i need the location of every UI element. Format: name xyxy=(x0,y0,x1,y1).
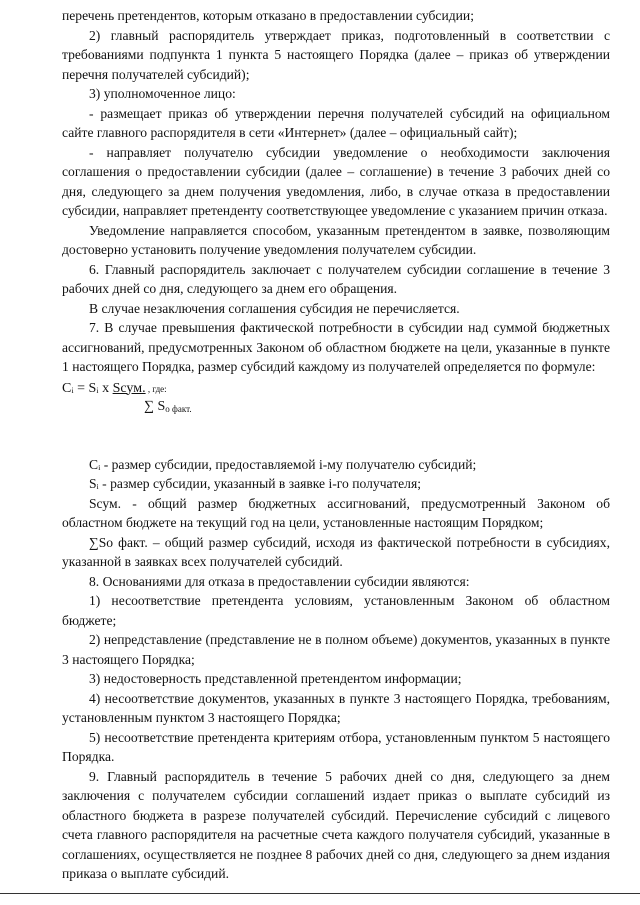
paragraph-3: - размещает приказ об утверждении перечня получателей субсидий на официальном сайте главного распорядителя в сети «Интернет» (далее – официальный сайт); xyxy=(62,105,610,140)
page-bottom-border xyxy=(0,893,640,894)
definition-0: Cᵢ - размер субсидии, предоставляемой i-му получателю субсидий; xyxy=(89,456,477,472)
definition-3: ∑Sо факт. – общий размер субсидий, исходя из фактической потребности в субсидиях, указанной в заявках всех получателей субсидий. xyxy=(62,534,610,569)
paragraph-4: - направляет получателю субсидии уведомление о необходимости заключения соглашения о предоставлении субсидии (далее – соглашение) в течение 3 рабочих дней со дня, следующего за днем получения уведомления, либо, в случае отказа в предоставлении субсидии, направляет претенденту соответствующее уведомление с указанием причин отказа. xyxy=(62,144,610,218)
definition-1: Sᵢ - размер субсидии, указанный в заявке i-го получателя; xyxy=(89,476,421,491)
paragraph-2: 3) уполномоченное лицо: xyxy=(89,86,236,101)
formula-denominator xyxy=(144,397,192,417)
definition-6: 2) непредставление (представление не в полном объеме) документов, указанных в пункте 3 настоящего Порядка; xyxy=(62,632,610,667)
paragraph-6: 6. Главный распорядитель заключает с получателем субсидии соглашение в течение 3 рабочих дней со дня, следующего за днем его обращения. xyxy=(62,261,610,296)
paragraph-1: 2) главный распорядитель утверждает приказ, подготовленный в соответствии с требованиями подпункта 1 пункта 5 настоящего Порядка (далее – приказ об утверждении перечня получателей субсидий); xyxy=(62,27,610,82)
definition-10: 9. Главный распорядитель в течение 5 рабочих дней со дня, следующего за днем заключения с получателем субсидии соглашений издает приказ о выплате субсидий из областного бюджета в разрезе получателей субсидий. Перечисление субсидий с лицевого счета главного распорядителя на расчетные счета каждого получателя субсидий, указанные в соглашениях, осуществляется не позднее 8 рабочих дней со дня, следующего за днем издания приказа о выплате субсидий. xyxy=(62,768,610,881)
formula-numerator: Sсум. xyxy=(112,380,146,396)
definition-7: 3) недостоверность представленной претендентом информации; xyxy=(89,671,462,686)
definition-4: 8. Основаниями для отказа в предоставлении субсидии являются: xyxy=(89,573,470,589)
paragraph-5: Уведомление направляется способом, указанным претендентом в заявке, позволяющим достоверно установить получение уведомления получателем субсидии. xyxy=(62,222,610,257)
definition-8: 4) несоответствие документов, указанных в пункте 3 настоящего Порядка, требованиям, установленным пунктом 3 настоящего Порядка; xyxy=(62,690,610,725)
definition-9: 5) несоответствие претендента критериям отбора, установленным пунктом 5 настоящего Порядка. xyxy=(62,729,610,764)
definition-5: 1) несоответствие претендента условиям, установленным Законом об областном бюджете; xyxy=(62,593,610,628)
formula-prefix: Cᵢ = Sᵢ x xyxy=(62,380,113,396)
document-page xyxy=(62,6,610,884)
paragraph-8: 7. В случае превышения фактической потребности в субсидии над суммой бюджетных ассигнований, предусмотренных Законом об областном бюджете на цели, указанные в пункте 1 настоящего Порядка, размер субсидий каждому из получателей определяется по формуле: xyxy=(62,320,610,374)
formula-suffix: , где: xyxy=(145,383,167,394)
definition-2: Sсум. - общий размер бюджетных ассигнований, предусмотренный Законом об областном бюджете на текущий год на цели, установленные настоящим Порядком; xyxy=(62,495,610,530)
paragraph-7: В случае незаключения соглашения субсидия не перечисляется. xyxy=(89,300,460,316)
paragraph-0: перечень претендентов, которым отказано в предоставлении субсидии; xyxy=(62,8,474,23)
subsidy-formula xyxy=(62,379,610,419)
formula-sum-sub: о факт. xyxy=(165,403,192,414)
formula-sum: ∑ S xyxy=(144,398,166,414)
